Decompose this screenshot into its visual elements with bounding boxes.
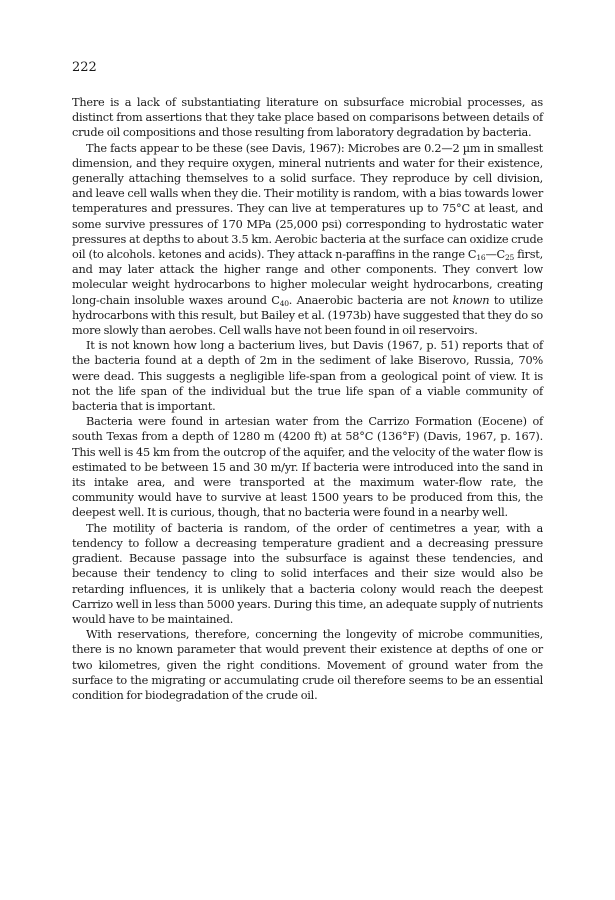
subscript-c16: 16 (476, 253, 486, 263)
paragraph-6: With reservations, therefore, concerning the longevity of microbe communities, there is no known parameter that would prevent their existence at depths of one or two kilometres, given the right conditions. Movement of ground water from the surface to the migrating or accumulating crude oil therefore seems to be an essential condition for biodegradation of the crude oil. (72, 628, 543, 702)
subscript-c40: 40 (279, 298, 289, 308)
body-text (72, 95, 543, 703)
paragraph-2 (72, 141, 543, 339)
paragraph-2-part-e: to utilize hydrocarbons with this result, but Bailey et al. (1973b) have suggested that they do so more slowly than aerobes. Cell walls have not been found in oil reservoirs. (72, 293, 543, 338)
paragraph-2-part-d: . Anaerobic bacteria are not (288, 293, 453, 307)
emphasis-known: known (452, 293, 490, 307)
paragraph-5: The motility of bacteria is random, of the order of centimetres a year, with a tendency to follow a decreasing temperature gradient and a decreasing pressure gradient. Because passage into the subsurface is against these tendencies, and because their tendency to cling to solid interfaces and their size would also be retarding influences, it is unlikely that a bacteria colony would reach the deepest Carrizo well in less than 5000 years. During this time, an adequate supply of nutrients would have to be maintained. (72, 521, 543, 626)
page-number: 222 (72, 60, 97, 75)
subscript-c25: 25 (504, 253, 515, 263)
paragraph-2-part-a: The facts appear to be these (see Davis, 1967): Microbes are 0.2—2 µm in smallest dimension, and they require oxygen, mineral nutrients and water for their existence, generally attaching themselves to a solid surface. They reproduce by cell division, and leave cell walls when they die. Their motility is random, with a bias towards lower temperatures and pressures. They can live at temperatures up to 75°C at least, and some survive pressures of 170 MPa (25,000 psi) corresponding to hydrostatic water pressures at depths to about 3.5 km. Aerobic bacteria at the surface can oxidize crude oil (to alcohols. ketones and acids). They attack n-paraffins in the range C (72, 141, 543, 262)
paragraph-2-part-b: —C (485, 248, 505, 262)
paragraph-3: It is not known how long a bacterium lives, but Davis (1967, p. 51) reports that of the bacteria found at a depth of 2m in the sediment of lake Biserovo, Russia, 70% were dead. This suggests a negligible life-span from a geological point of view. It is not the life span of the individual but the true life span of a viable community of bacteria that is important. (72, 339, 543, 414)
paragraph-4: Bacteria were found in artesian water from the Carrizo Formation (Eocene) of south Texas from a depth of 1280 m (4200 ft) at 58°C (136°F) (Davis, 1967, p. 167). This well is 45 km from the outcrop of the aquifer, and the velocity of the water flow is estimated to be between 15 and 30 m/yr. If bacteria were introduced into the sand in its intake area, and were transported at the maximum water-flow rate, the community would have to survive at least 1500 years to be produced from this, the deepest well. It is curious, though, that no bacteria were found in a nearby well. (72, 415, 543, 520)
paragraph-1: There is a lack of substantiating literature on subsurface microbial processes, as distinct from assertions that they take place based on comparisons between details of crude oil compositions and those resulting from laboratory degradation by bacteria. (72, 96, 543, 140)
paragraph-2-part-c: first, and may later attack the higher range and other components. They convert low molecular weight hydrocarbons to higher molecular weight hydrocarbons, creating long-chain insoluble waxes around C (72, 248, 543, 307)
